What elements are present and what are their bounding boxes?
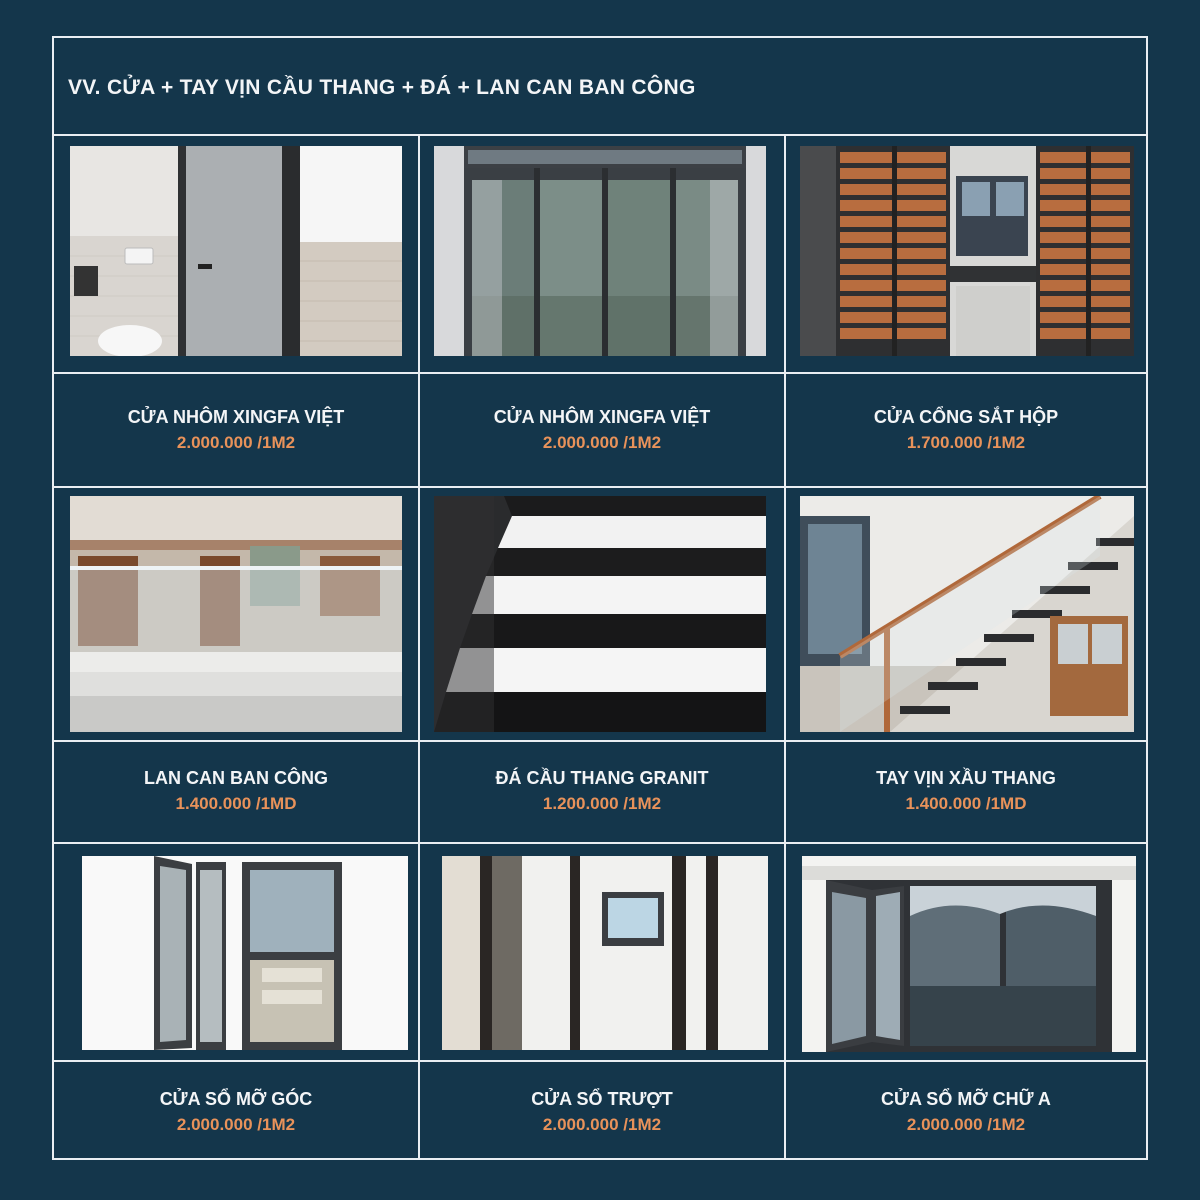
grid-divider xyxy=(54,1060,1146,1062)
product-label xyxy=(786,1086,1146,1138)
catalog-frame xyxy=(52,36,1148,1160)
product-name: CỬA SỔ TRƯỢT xyxy=(531,1089,673,1109)
grid-divider xyxy=(54,842,1146,844)
sliding-window-image xyxy=(442,856,768,1050)
grid-divider xyxy=(54,486,1146,488)
awning-window-image xyxy=(802,856,1136,1052)
product-name: ĐÁ CẦU THANG GRANIT xyxy=(495,768,709,788)
product-price: 2.000.000 /1M2 xyxy=(542,1115,662,1134)
product-name: CỬA CỔNG SẮT HỘP xyxy=(873,407,1059,427)
product-price: 2.000.000 /1M2 xyxy=(176,433,296,452)
product-name: CỬA SỔ MỠ GÓC xyxy=(159,1089,313,1109)
product-name: CỬA NHÔM XINGFA VIỆT xyxy=(493,407,711,427)
product-name: CỬA NHÔM XINGFA VIỆT xyxy=(127,407,345,427)
iron-gate-image xyxy=(800,146,1134,356)
product-name: TAY VỊN XẦU THANG xyxy=(876,768,1056,788)
product-price: 1.400.000 /1MD xyxy=(905,794,1027,813)
bathroom-door-image xyxy=(70,146,402,356)
balcony-railing-image xyxy=(70,496,402,732)
product-label xyxy=(420,404,784,456)
casement-window-image xyxy=(82,856,408,1050)
product-name: LAN CAN BAN CÔNG xyxy=(144,768,328,788)
product-label xyxy=(786,765,1146,817)
granite-stairs-image xyxy=(434,496,766,732)
product-price: 1.200.000 /1M2 xyxy=(542,794,662,813)
product-label xyxy=(54,1086,418,1138)
product-label xyxy=(786,404,1146,456)
product-label xyxy=(420,765,784,817)
product-label xyxy=(54,765,418,817)
product-price: 2.000.000 /1M2 xyxy=(542,433,662,452)
grid-divider xyxy=(418,136,420,1160)
header-row xyxy=(54,38,1146,136)
grid-divider xyxy=(54,372,1146,374)
product-price: 1.700.000 /1M2 xyxy=(906,433,1026,452)
folding-door-image xyxy=(434,146,766,356)
grid-divider xyxy=(784,136,786,1160)
page-title: VV. CỬA + TAY VỊN CẦU THANG + ĐÁ + LAN CAN BAN CÔNG xyxy=(68,76,696,99)
product-price: 2.000.000 /1M2 xyxy=(176,1115,296,1134)
product-price: 2.000.000 /1M2 xyxy=(906,1115,1026,1134)
stair-handrail-image xyxy=(800,496,1134,732)
product-label xyxy=(420,1086,784,1138)
product-name: CỬA SỔ MỠ CHỮ A xyxy=(881,1089,1051,1109)
grid-divider xyxy=(54,740,1146,742)
product-price: 1.400.000 /1MD xyxy=(175,794,297,813)
product-label xyxy=(54,404,418,456)
